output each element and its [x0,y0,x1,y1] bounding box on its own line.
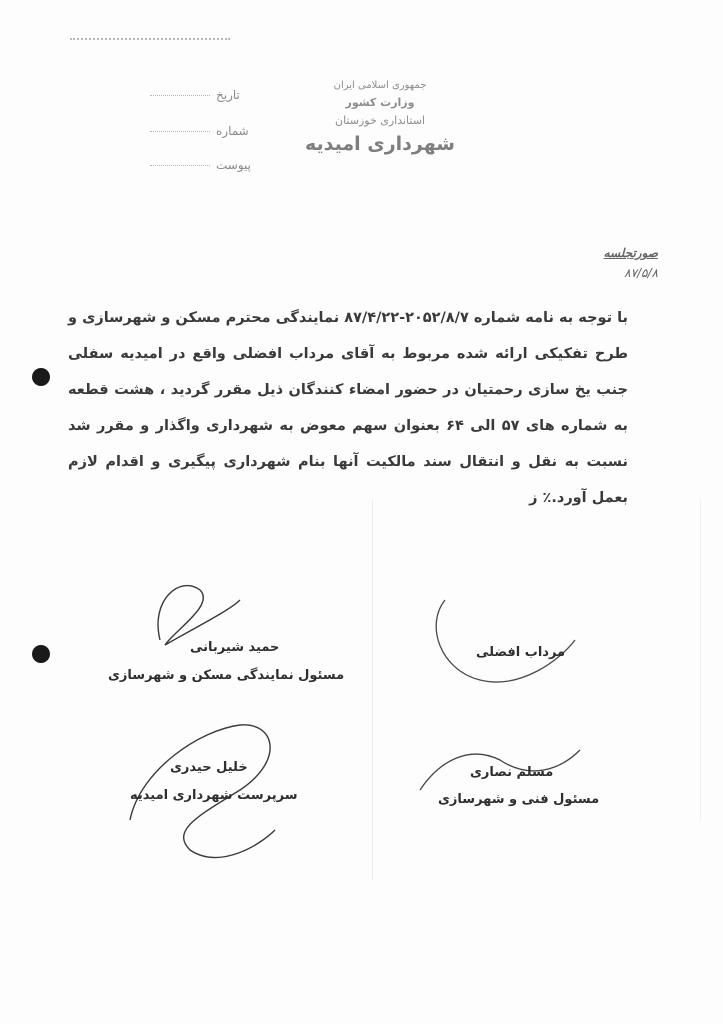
org-line-3: استانداری خوزستان [334,114,425,127]
body-paragraph: با توجه به نامه شماره ۲۰۵۲/۸/۷-۸۷/۴/۲۲ نمایندگی محترم مسکن و شهرسازی و طرح تفکیکی ارائه شده مربوط به آقای مرداب افضلی واقع در امیدیه سفلی جنب یخ سازی رحمتیان در حضور امضاء کنندگان ذیل مقرر گردید ، هشت قطعه به شماره های ۵۷ الی ۶۴ بعنوان سهم معوض به شهرداری واگذار و مقرر شد نسبت به نقل و انتقال سند مالکیت آنها بنام شهرداری پیگیری و اقدام لازم بعمل آورد.٪ ز [68,310,629,506]
signatory-3-name: خلیل حیدری [170,760,248,775]
signature-2-scribble [436,600,575,682]
signatory-1-role: مسئول نمایندگی مسکن و شهرسازی [108,668,345,683]
signatory-4-name: مسلم نصاری [470,765,554,780]
margin-note-label: صورتجلسه [603,246,658,260]
signatory-1-name: حمید شیربانی [190,640,280,655]
signatory-4-role: مسئول فنی و شهرسازی [438,792,600,807]
org-line-1: جمهوری اسلامی ایران [333,80,427,91]
attachment-label: پیوست [216,158,251,172]
org-title: شهرداری امیدیه [305,133,455,155]
signature-1-scribble [158,586,240,645]
number-label: شماره [216,124,249,138]
org-line-2: وزارت کشور [345,96,415,109]
margin-note-date: ۸۷/۵/۸ [624,266,658,280]
signatory-2-name: مرداب افضلی [476,645,566,660]
date-label: تاریخ [216,88,240,102]
signatory-3-role: سرپرست شهرداری امیدیه [130,788,298,803]
